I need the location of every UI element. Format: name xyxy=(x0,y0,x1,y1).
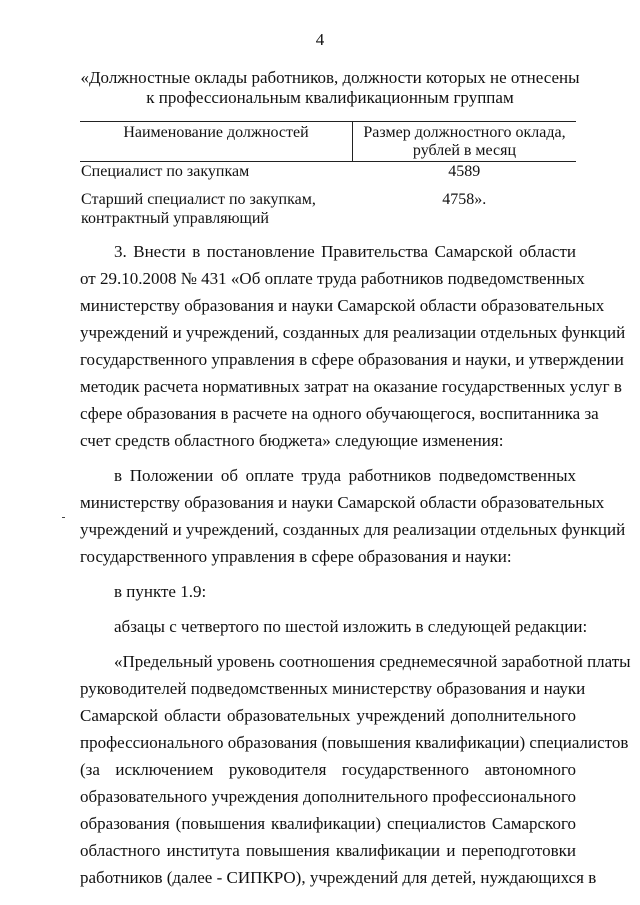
text-line: счет средств областного бюджета» следующие изменения: xyxy=(80,431,504,450)
section-heading xyxy=(80,68,580,108)
cell-text: Специалист по закупкам xyxy=(81,163,250,180)
text-line: от 29.10.2008 № 431 «Об оплате труда работников подведомственных xyxy=(80,269,585,288)
salary-cell: 4589 xyxy=(448,163,481,180)
text-line: учреждений и учреждений, созданных для реализации отдельных функций xyxy=(80,323,626,342)
paragraph xyxy=(80,613,588,640)
table-row xyxy=(80,190,576,237)
text-line: в Положении об оплате труда работников подведомственных xyxy=(114,466,576,485)
text-line: министерству образования и науки Самарской области образовательных xyxy=(80,493,605,512)
paragraph xyxy=(80,238,626,454)
text-line: образовательного учреждения дополнительного профессионального xyxy=(80,787,576,806)
text-line: работников (далее - СИПКРО), учреждений для детей, нуждающихся в xyxy=(80,868,597,887)
position-name-cell xyxy=(80,190,353,237)
text-line: государственного управления в сфере образования и науки, и утверждении xyxy=(80,350,624,369)
text-line: учреждений и учреждений, созданных для реализации отдельных функций xyxy=(80,520,626,539)
cell-text: контрактный управляющий xyxy=(81,210,269,227)
text-line: областного института повышения квалификации и переподготовки xyxy=(80,841,576,860)
text-line: руководителей подведомственных министерству образования и науки xyxy=(80,679,586,698)
heading-line: к профессиональным квалификационным группам xyxy=(146,88,514,107)
text-line: Самарской области образовательных учреждений дополнительного xyxy=(80,706,576,725)
text-line: профессионального образования (повышения квалификации) специалистов xyxy=(80,733,629,752)
paragraph xyxy=(80,578,576,605)
text-line: «Предельный уровень соотношения среднемесячной заработной платы xyxy=(114,652,631,671)
header-salary-amount xyxy=(353,122,577,162)
salary-table xyxy=(80,121,576,237)
scan-mark xyxy=(62,517,65,518)
header-position-name xyxy=(80,122,353,162)
header-text: рублей в месяц xyxy=(412,142,517,159)
text-line: сфере образования в расчете на одного обучающегося, воспитанника за xyxy=(80,404,599,423)
salary-cell: 4758». xyxy=(442,191,487,208)
heading-line: «Должностные оклады работников, должности которых не отнесены xyxy=(80,68,580,87)
text-line: методик расчета нормативных затрат на оказание государственных услуг в xyxy=(80,377,622,396)
text-line: 3. Внести в постановление Правительства Самарской области xyxy=(114,242,576,261)
position-name-cell xyxy=(80,162,353,191)
table-row xyxy=(80,162,576,191)
header-text: Размер должностного оклада, xyxy=(363,124,566,141)
text-line: министерству образования и науки Самарской области образовательных xyxy=(80,296,605,315)
text-line: (за исключением руководителя государственного автономного xyxy=(80,760,576,779)
paragraph xyxy=(80,462,626,570)
text-line: в пункте 1.9: xyxy=(114,582,207,601)
text-line: образования (повышения квалификации) специалистов Самарского xyxy=(80,814,576,833)
cell-text: Старший специалист по закупкам, xyxy=(81,191,316,208)
text-line: абзацы с четвертого по шестой изложить в следующей редакции: xyxy=(114,617,588,636)
page-number: 4 xyxy=(315,30,325,49)
document-body xyxy=(80,238,631,899)
paragraph xyxy=(80,648,631,891)
text-line: государственного управления в сфере образования и науки: xyxy=(80,547,512,566)
header-text: Наименование должностей xyxy=(123,124,309,141)
table-header-row xyxy=(80,122,576,162)
